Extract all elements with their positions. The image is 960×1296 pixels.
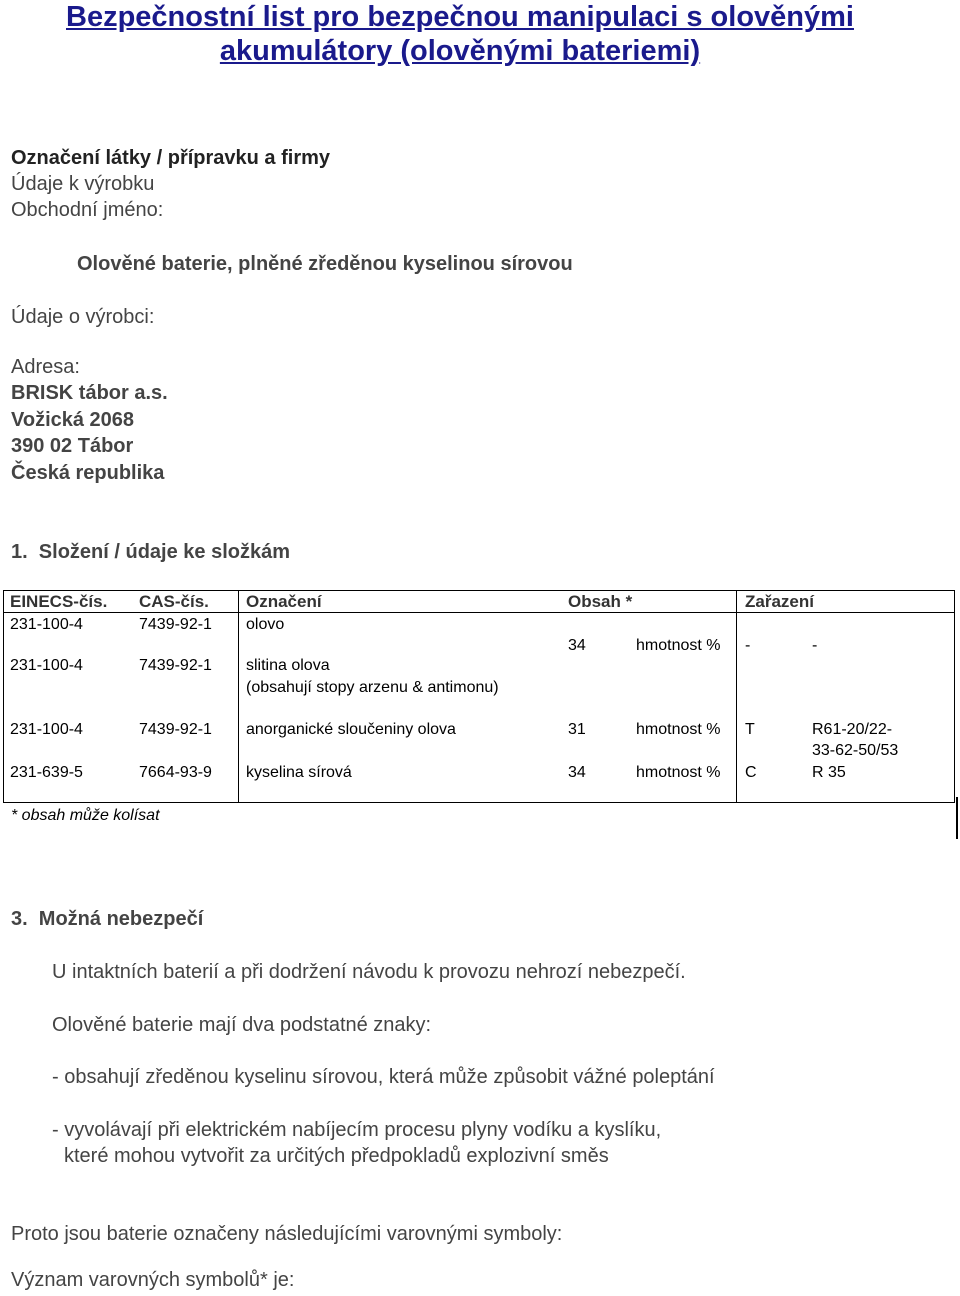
table-cell-cas: 7664-93-9: [139, 764, 212, 781]
table-cell-amount: 34: [568, 764, 586, 781]
col-header-einecs: EINECS-čís.: [10, 592, 108, 611]
table-cell-unit: hmotnost %: [636, 637, 721, 654]
document-title-line2: akumulátory (olověnými bateriemi): [219, 35, 701, 67]
margin-mark: [956, 797, 958, 839]
table-cell-class: C: [745, 764, 757, 781]
table-cell-name: anorganické sloučeniny olova: [246, 721, 456, 738]
table-cell-einecs: 231-100-4: [10, 721, 83, 738]
table-cell-amount: 34: [568, 637, 586, 654]
hazards-bullet: - obsahují zředěnou kyselinu sírovou, která může způsobit vážné poleptání: [52, 1066, 715, 1088]
table-cell-cas: 7439-92-1: [139, 657, 212, 674]
hazards-heading: 3. Možná nebezpečí: [11, 908, 204, 930]
table-cell-unit: hmotnost %: [636, 764, 721, 781]
city-address: 390 02 Tábor: [11, 435, 134, 457]
trade-name-label: Obchodní jméno:: [11, 199, 164, 221]
col-header-name: Označení: [246, 592, 322, 611]
table-cell-rphrase: R 35: [812, 764, 846, 781]
table-cell-cas: 7439-92-1: [139, 721, 212, 738]
street-address: Vožická 2068: [11, 409, 135, 431]
table-cell-class: T: [745, 721, 755, 738]
warning-symbols-intro: Proto jsou baterie označeny následujícími varovnými symboly:: [11, 1223, 563, 1245]
table-cell-class: -: [745, 637, 751, 654]
hazards-bullet: - vyvolávají při elektrickém nabíjecím procesu plyny vodíku a kyslíku,: [52, 1119, 662, 1141]
table-col-divider: [238, 590, 239, 803]
table-cell-amount: 31: [568, 721, 586, 738]
table-cell-rphrase: R61-20/22-: [812, 721, 893, 738]
table-col-divider: [736, 590, 737, 803]
table-cell-einecs: 231-100-4: [10, 616, 83, 633]
manufacturer-label: Údaje o výrobci:: [11, 306, 155, 328]
identification-heading: Označení látky / přípravku a firmy: [11, 147, 331, 169]
address-label: Adresa:: [11, 356, 80, 378]
trade-name: Olověné baterie, plněné zředěnou kyselinou sírovou: [77, 253, 573, 275]
table-cell-rphrase: -: [812, 637, 818, 654]
table-cell-unit: hmotnost %: [636, 721, 721, 738]
composition-heading: 1. Složení / údaje ke složkám: [11, 541, 290, 563]
hazards-bullet-cont: které mohou vytvořit za určitých předpokladů explozivní směs: [64, 1145, 609, 1167]
table-cell-name: slitina olova: [246, 657, 330, 674]
table-cell-cas: 7439-92-1: [139, 616, 212, 633]
table-cell-name: olovo: [246, 616, 285, 633]
col-header-amount: Obsah *: [568, 592, 633, 611]
hazards-paragraph: Olověné baterie mají dva podstatné znaky:: [52, 1014, 432, 1036]
table-cell-name: kyselina sírová: [246, 764, 352, 781]
hazards-paragraph: U intaktních baterií a při dodržení návodu k provozu nehrozí nebezpečí.: [52, 961, 686, 983]
col-header-cas: CAS-čís.: [139, 592, 209, 611]
warning-symbols-meaning: Význam varovných symbolů* je:: [11, 1269, 295, 1291]
col-header-classification: Zařazení: [745, 592, 814, 611]
company-name: BRISK tábor a.s.: [11, 382, 168, 404]
table-cell-einecs: 231-639-5: [10, 764, 83, 781]
country: Česká republika: [11, 462, 165, 484]
document-title-line1: Bezpečnostní list pro bezpečnou manipulaci s olověnými: [66, 1, 854, 33]
table-cell-name-note: (obsahují stopy arzenu & antimonu): [246, 679, 499, 696]
table-footnote: * obsah může kolísat: [11, 807, 160, 824]
table-cell-einecs: 231-100-4: [10, 657, 83, 674]
table-header-divider: [3, 612, 955, 613]
table-cell-rphrase-cont: 33-62-50/53: [812, 742, 899, 759]
product-info-label: Údaje k výrobku: [11, 173, 155, 195]
